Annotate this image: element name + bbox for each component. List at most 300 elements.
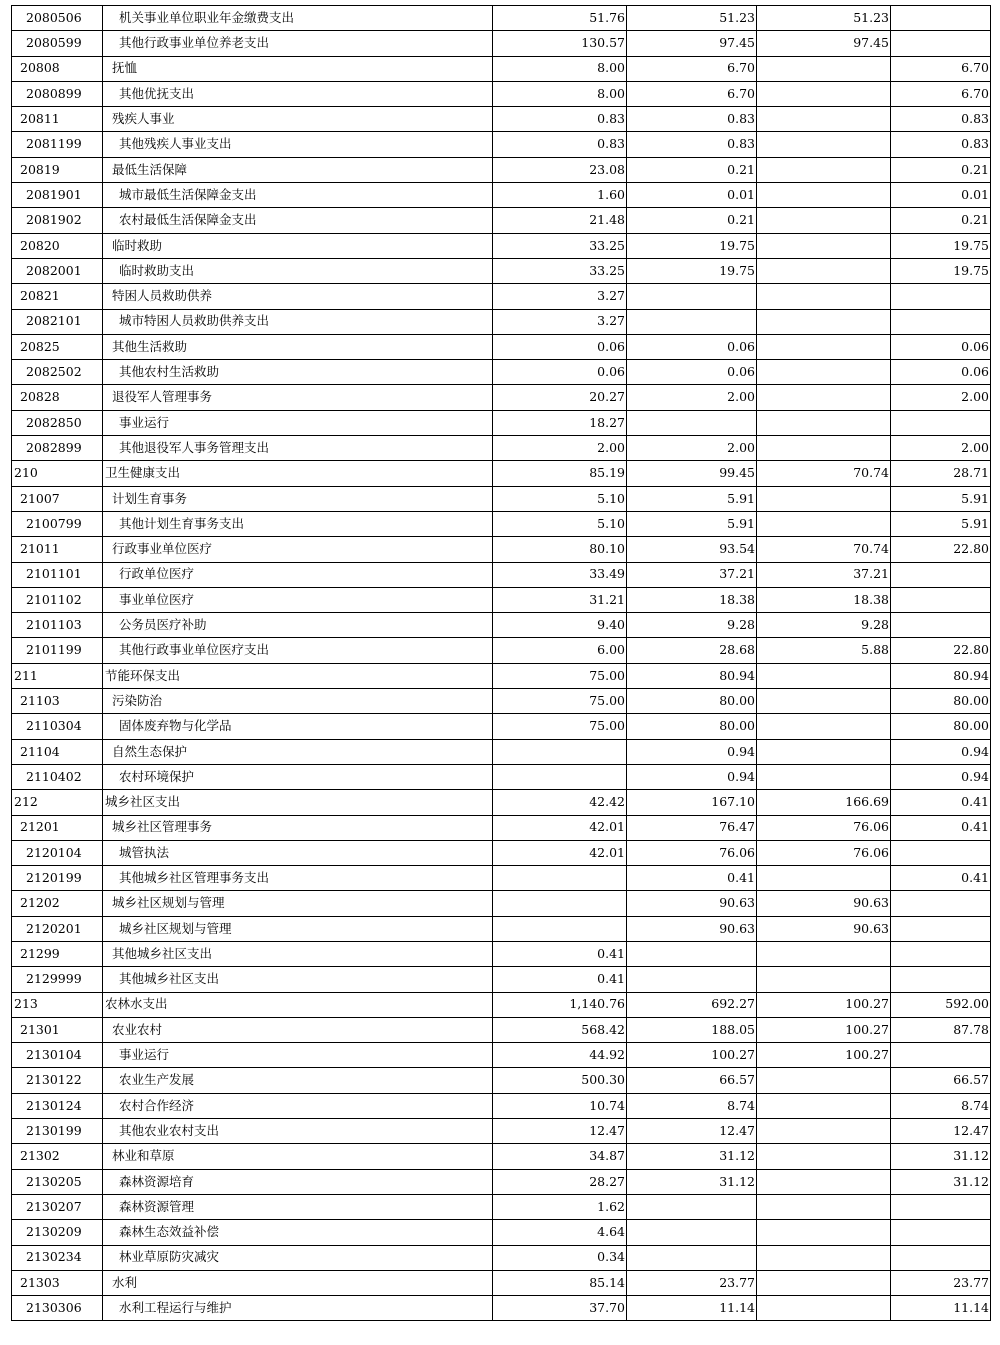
table-row	[12, 1068, 991, 1093]
value-cell-1: 6.00	[493, 638, 627, 663]
subject-name-cell: 其他行政事业单位养老支出	[103, 31, 493, 56]
subject-name-cell: 农村最低生活保障金支出	[103, 208, 493, 233]
subject-name-cell: 行政单位医疗	[103, 562, 493, 587]
value-cell-2: 76.47	[627, 815, 757, 840]
value-cell-3	[757, 385, 891, 410]
subject-name-cell: 农村环境保护	[103, 764, 493, 789]
value-cell-1: 75.00	[493, 714, 627, 739]
value-cell-3	[757, 56, 891, 81]
value-cell-2: 9.28	[627, 613, 757, 638]
value-cell-3	[757, 511, 891, 536]
value-cell-4	[891, 891, 991, 916]
value-cell-1: 18.27	[493, 410, 627, 435]
value-cell-4: 0.41	[891, 790, 991, 815]
subject-name-cell: 水利工程运行与维护	[103, 1296, 493, 1321]
table-row	[12, 1093, 991, 1118]
value-cell-1: 21.48	[493, 208, 627, 233]
value-cell-2	[627, 1220, 757, 1245]
value-cell-3	[757, 486, 891, 511]
subject-name-cell: 自然生态保护	[103, 739, 493, 764]
subject-code-cell: 2120104	[12, 840, 103, 865]
table-row	[12, 107, 991, 132]
value-cell-2	[627, 1245, 757, 1270]
value-cell-3	[757, 284, 891, 309]
subject-name-cell: 固体废弃物与化学品	[103, 714, 493, 739]
value-cell-4: 80.00	[891, 689, 991, 714]
subject-name-cell: 其他城乡社区支出	[103, 967, 493, 992]
table-row	[12, 360, 991, 385]
value-cell-4	[891, 1043, 991, 1068]
value-cell-4: 2.00	[891, 385, 991, 410]
subject-code-cell: 2130234	[12, 1245, 103, 1270]
value-cell-2: 6.70	[627, 56, 757, 81]
value-cell-4: 0.83	[891, 132, 991, 157]
table-row	[12, 1043, 991, 1068]
value-cell-3: 51.23	[757, 6, 891, 31]
subject-code-cell: 2081902	[12, 208, 103, 233]
value-cell-4: 2.00	[891, 436, 991, 461]
subject-code-cell: 20819	[12, 157, 103, 182]
subject-name-cell: 城乡社区规划与管理	[103, 891, 493, 916]
subject-name-cell: 计划生育事务	[103, 486, 493, 511]
table-row	[12, 866, 991, 891]
value-cell-2: 2.00	[627, 385, 757, 410]
subject-code-cell: 2110304	[12, 714, 103, 739]
subject-code-cell: 2100799	[12, 511, 103, 536]
table-row	[12, 714, 991, 739]
value-cell-3	[757, 1169, 891, 1194]
subject-name-cell: 森林资源管理	[103, 1194, 493, 1219]
value-cell-4: 0.94	[891, 764, 991, 789]
value-cell-2: 31.12	[627, 1169, 757, 1194]
table-row	[12, 1220, 991, 1245]
subject-code-cell: 2101102	[12, 587, 103, 612]
subject-name-cell: 城市特困人员救助供养支出	[103, 309, 493, 334]
subject-code-cell: 20820	[12, 233, 103, 258]
subject-code-cell: 2081199	[12, 132, 103, 157]
subject-code-cell: 21301	[12, 1017, 103, 1042]
subject-name-cell: 卫生健康支出	[103, 461, 493, 486]
value-cell-1: 1.60	[493, 183, 627, 208]
subject-code-cell: 210	[12, 461, 103, 486]
value-cell-3: 90.63	[757, 891, 891, 916]
subject-code-cell: 20808	[12, 56, 103, 81]
subject-code-cell: 2130124	[12, 1093, 103, 1118]
value-cell-3: 70.74	[757, 461, 891, 486]
value-cell-3	[757, 360, 891, 385]
value-cell-2: 0.94	[627, 739, 757, 764]
value-cell-4: 22.80	[891, 537, 991, 562]
value-cell-4: 6.70	[891, 56, 991, 81]
value-cell-2	[627, 309, 757, 334]
value-cell-4	[891, 562, 991, 587]
value-cell-1: 1.62	[493, 1194, 627, 1219]
table-row	[12, 587, 991, 612]
subject-name-cell: 其他残疾人事业支出	[103, 132, 493, 157]
table-row	[12, 461, 991, 486]
table-row	[12, 385, 991, 410]
value-cell-1: 568.42	[493, 1017, 627, 1042]
table-row	[12, 1119, 991, 1144]
subject-name-cell: 其他农业农村支出	[103, 1119, 493, 1144]
table-row	[12, 6, 991, 31]
subject-code-cell: 2130122	[12, 1068, 103, 1093]
value-cell-2: 2.00	[627, 436, 757, 461]
subject-name-cell: 森林资源培育	[103, 1169, 493, 1194]
value-cell-2: 188.05	[627, 1017, 757, 1042]
value-cell-3	[757, 258, 891, 283]
value-cell-3	[757, 689, 891, 714]
subject-code-cell: 21007	[12, 486, 103, 511]
table-row	[12, 689, 991, 714]
table-row	[12, 208, 991, 233]
value-cell-2: 0.21	[627, 208, 757, 233]
value-cell-4: 5.91	[891, 511, 991, 536]
value-cell-2: 80.00	[627, 689, 757, 714]
value-cell-2: 167.10	[627, 790, 757, 815]
value-cell-1: 42.01	[493, 840, 627, 865]
budget-expenditure-table	[11, 5, 991, 1321]
subject-name-cell: 事业运行	[103, 1043, 493, 1068]
value-cell-2	[627, 284, 757, 309]
value-cell-3	[757, 436, 891, 461]
table-row	[12, 309, 991, 334]
subject-name-cell: 抚恤	[103, 56, 493, 81]
value-cell-2: 5.91	[627, 486, 757, 511]
value-cell-1: 75.00	[493, 689, 627, 714]
table-row	[12, 1194, 991, 1219]
value-cell-3: 100.27	[757, 992, 891, 1017]
value-cell-2: 23.77	[627, 1270, 757, 1295]
subject-name-cell: 城乡社区管理事务	[103, 815, 493, 840]
table-row	[12, 132, 991, 157]
value-cell-3	[757, 81, 891, 106]
value-cell-4: 23.77	[891, 1270, 991, 1295]
value-cell-1: 28.27	[493, 1169, 627, 1194]
value-cell-1: 23.08	[493, 157, 627, 182]
value-cell-1: 80.10	[493, 537, 627, 562]
value-cell-4: 31.12	[891, 1144, 991, 1169]
table-row	[12, 663, 991, 688]
subject-code-cell: 2101103	[12, 613, 103, 638]
value-cell-3: 76.06	[757, 840, 891, 865]
subject-name-cell: 农业生产发展	[103, 1068, 493, 1093]
table-row	[12, 81, 991, 106]
value-cell-1: 31.21	[493, 587, 627, 612]
subject-name-cell: 公务员医疗补助	[103, 613, 493, 638]
value-cell-4	[891, 284, 991, 309]
value-cell-1: 0.34	[493, 1245, 627, 1270]
value-cell-2: 0.83	[627, 132, 757, 157]
value-cell-4: 19.75	[891, 233, 991, 258]
subject-code-cell: 2082001	[12, 258, 103, 283]
value-cell-3: 166.69	[757, 790, 891, 815]
value-cell-2: 6.70	[627, 81, 757, 106]
subject-code-cell: 2110402	[12, 764, 103, 789]
subject-code-cell: 21201	[12, 815, 103, 840]
value-cell-1: 12.47	[493, 1119, 627, 1144]
value-cell-4: 0.21	[891, 208, 991, 233]
subject-name-cell: 污染防治	[103, 689, 493, 714]
subject-name-cell: 水利	[103, 1270, 493, 1295]
subject-code-cell: 2130207	[12, 1194, 103, 1219]
value-cell-3	[757, 132, 891, 157]
subject-name-cell: 特困人员救助供养	[103, 284, 493, 309]
value-cell-2: 80.00	[627, 714, 757, 739]
table-row	[12, 941, 991, 966]
value-cell-4: 28.71	[891, 461, 991, 486]
subject-code-cell: 2129999	[12, 967, 103, 992]
value-cell-2: 90.63	[627, 891, 757, 916]
value-cell-3	[757, 967, 891, 992]
value-cell-1: 33.25	[493, 233, 627, 258]
table-row	[12, 1017, 991, 1042]
value-cell-1: 1,140.76	[493, 992, 627, 1017]
value-cell-1: 0.83	[493, 132, 627, 157]
value-cell-2: 19.75	[627, 233, 757, 258]
value-cell-1: 5.10	[493, 486, 627, 511]
value-cell-1	[493, 891, 627, 916]
subject-code-cell: 2101101	[12, 562, 103, 587]
value-cell-3	[757, 233, 891, 258]
subject-name-cell: 事业运行	[103, 410, 493, 435]
subject-code-cell: 20825	[12, 334, 103, 359]
subject-code-cell: 21104	[12, 739, 103, 764]
subject-code-cell: 2130205	[12, 1169, 103, 1194]
subject-name-cell: 临时救助支出	[103, 258, 493, 283]
subject-code-cell: 2130306	[12, 1296, 103, 1321]
subject-name-cell: 其他优抚支出	[103, 81, 493, 106]
value-cell-4: 12.47	[891, 1119, 991, 1144]
subject-code-cell: 2101199	[12, 638, 103, 663]
subject-name-cell: 城乡社区支出	[103, 790, 493, 815]
table-row	[12, 334, 991, 359]
value-cell-1: 0.06	[493, 360, 627, 385]
value-cell-1: 33.49	[493, 562, 627, 587]
table-body	[12, 6, 991, 1321]
table-row	[12, 1245, 991, 1270]
value-cell-2: 0.83	[627, 107, 757, 132]
subject-code-cell: 21103	[12, 689, 103, 714]
subject-name-cell: 其他计划生育事务支出	[103, 511, 493, 536]
value-cell-2	[627, 410, 757, 435]
subject-code-cell: 2080506	[12, 6, 103, 31]
table-row	[12, 410, 991, 435]
value-cell-3: 100.27	[757, 1043, 891, 1068]
table-row	[12, 815, 991, 840]
value-cell-2: 0.06	[627, 334, 757, 359]
subject-name-cell: 节能环保支出	[103, 663, 493, 688]
value-cell-1: 130.57	[493, 31, 627, 56]
subject-name-cell: 林业草原防灾减灾	[103, 1245, 493, 1270]
value-cell-2: 97.45	[627, 31, 757, 56]
value-cell-1: 33.25	[493, 258, 627, 283]
value-cell-3	[757, 1194, 891, 1219]
subject-name-cell: 残疾人事业	[103, 107, 493, 132]
value-cell-2: 19.75	[627, 258, 757, 283]
value-cell-1: 0.41	[493, 941, 627, 966]
value-cell-1: 2.00	[493, 436, 627, 461]
value-cell-4: 0.83	[891, 107, 991, 132]
subject-name-cell: 城乡社区规划与管理	[103, 916, 493, 941]
value-cell-1: 8.00	[493, 56, 627, 81]
value-cell-4: 0.94	[891, 739, 991, 764]
value-cell-1: 5.10	[493, 511, 627, 536]
value-cell-2: 80.94	[627, 663, 757, 688]
value-cell-2: 0.94	[627, 764, 757, 789]
value-cell-3	[757, 714, 891, 739]
value-cell-1: 20.27	[493, 385, 627, 410]
value-cell-1: 37.70	[493, 1296, 627, 1321]
value-cell-4	[891, 309, 991, 334]
table-row	[12, 739, 991, 764]
value-cell-1: 4.64	[493, 1220, 627, 1245]
table-row	[12, 183, 991, 208]
table-row	[12, 56, 991, 81]
value-cell-4: 0.41	[891, 866, 991, 891]
subject-code-cell: 20828	[12, 385, 103, 410]
value-cell-4	[891, 941, 991, 966]
value-cell-3	[757, 1068, 891, 1093]
subject-name-cell: 城市最低生活保障金支出	[103, 183, 493, 208]
table-row	[12, 436, 991, 461]
value-cell-3	[757, 1245, 891, 1270]
value-cell-3: 70.74	[757, 537, 891, 562]
value-cell-2: 8.74	[627, 1093, 757, 1118]
value-cell-4: 19.75	[891, 258, 991, 283]
value-cell-1: 85.19	[493, 461, 627, 486]
table-row	[12, 790, 991, 815]
value-cell-2: 90.63	[627, 916, 757, 941]
subject-name-cell: 其他城乡社区支出	[103, 941, 493, 966]
value-cell-4: 0.01	[891, 183, 991, 208]
value-cell-2: 12.47	[627, 1119, 757, 1144]
table-row	[12, 967, 991, 992]
value-cell-3: 9.28	[757, 613, 891, 638]
value-cell-1: 3.27	[493, 309, 627, 334]
value-cell-4: 6.70	[891, 81, 991, 106]
value-cell-4	[891, 840, 991, 865]
value-cell-2: 31.12	[627, 1144, 757, 1169]
value-cell-3: 76.06	[757, 815, 891, 840]
table-row	[12, 638, 991, 663]
value-cell-1: 75.00	[493, 663, 627, 688]
value-cell-4	[891, 31, 991, 56]
subject-code-cell: 2082502	[12, 360, 103, 385]
value-cell-4: 11.14	[891, 1296, 991, 1321]
subject-code-cell: 21302	[12, 1144, 103, 1169]
value-cell-2: 51.23	[627, 6, 757, 31]
value-cell-1: 85.14	[493, 1270, 627, 1295]
value-cell-3	[757, 764, 891, 789]
value-cell-1: 42.42	[493, 790, 627, 815]
subject-name-cell: 农业农村	[103, 1017, 493, 1042]
subject-code-cell: 2130104	[12, 1043, 103, 1068]
value-cell-1	[493, 916, 627, 941]
subject-name-cell: 事业单位医疗	[103, 587, 493, 612]
subject-name-cell: 退役军人管理事务	[103, 385, 493, 410]
value-cell-4: 5.91	[891, 486, 991, 511]
value-cell-4	[891, 410, 991, 435]
value-cell-2: 18.38	[627, 587, 757, 612]
table-row	[12, 1144, 991, 1169]
value-cell-4: 80.94	[891, 663, 991, 688]
subject-name-cell: 城管执法	[103, 840, 493, 865]
value-cell-1: 0.06	[493, 334, 627, 359]
value-cell-2	[627, 941, 757, 966]
value-cell-4: 31.12	[891, 1169, 991, 1194]
subject-code-cell: 2130199	[12, 1119, 103, 1144]
value-cell-4	[891, 587, 991, 612]
subject-code-cell: 2080599	[12, 31, 103, 56]
table-row	[12, 284, 991, 309]
value-cell-3	[757, 334, 891, 359]
table-row	[12, 840, 991, 865]
value-cell-2: 692.27	[627, 992, 757, 1017]
table-row	[12, 511, 991, 536]
table-row	[12, 992, 991, 1017]
value-cell-3	[757, 410, 891, 435]
value-cell-3: 37.21	[757, 562, 891, 587]
value-cell-3: 5.88	[757, 638, 891, 663]
value-cell-3	[757, 1270, 891, 1295]
table-row	[12, 1270, 991, 1295]
value-cell-3	[757, 208, 891, 233]
table-row	[12, 1169, 991, 1194]
subject-code-cell: 2082850	[12, 410, 103, 435]
value-cell-3: 90.63	[757, 916, 891, 941]
table-row	[12, 157, 991, 182]
table-row	[12, 891, 991, 916]
subject-name-cell: 农林水支出	[103, 992, 493, 1017]
value-cell-3	[757, 739, 891, 764]
subject-name-cell: 其他生活救助	[103, 334, 493, 359]
subject-code-cell: 2120201	[12, 916, 103, 941]
subject-code-cell: 2080899	[12, 81, 103, 106]
value-cell-2: 0.41	[627, 866, 757, 891]
value-cell-1: 42.01	[493, 815, 627, 840]
value-cell-4: 87.78	[891, 1017, 991, 1042]
subject-code-cell: 2082899	[12, 436, 103, 461]
value-cell-3	[757, 107, 891, 132]
subject-name-cell: 其他行政事业单位医疗支出	[103, 638, 493, 663]
value-cell-4: 592.00	[891, 992, 991, 1017]
value-cell-4: 0.06	[891, 334, 991, 359]
subject-code-cell: 20811	[12, 107, 103, 132]
value-cell-1: 8.00	[493, 81, 627, 106]
value-cell-4: 0.41	[891, 815, 991, 840]
value-cell-3	[757, 1296, 891, 1321]
value-cell-1	[493, 764, 627, 789]
value-cell-3	[757, 663, 891, 688]
value-cell-4	[891, 967, 991, 992]
value-cell-3	[757, 1144, 891, 1169]
subject-name-cell: 临时救助	[103, 233, 493, 258]
subject-name-cell: 林业和草原	[103, 1144, 493, 1169]
subject-code-cell: 213	[12, 992, 103, 1017]
value-cell-1: 9.40	[493, 613, 627, 638]
value-cell-3	[757, 157, 891, 182]
value-cell-4	[891, 1220, 991, 1245]
table-row	[12, 233, 991, 258]
value-cell-1: 44.92	[493, 1043, 627, 1068]
value-cell-1	[493, 866, 627, 891]
subject-code-cell: 20821	[12, 284, 103, 309]
value-cell-1: 34.87	[493, 1144, 627, 1169]
subject-code-cell: 21011	[12, 537, 103, 562]
subject-code-cell: 2130209	[12, 1220, 103, 1245]
value-cell-2	[627, 967, 757, 992]
